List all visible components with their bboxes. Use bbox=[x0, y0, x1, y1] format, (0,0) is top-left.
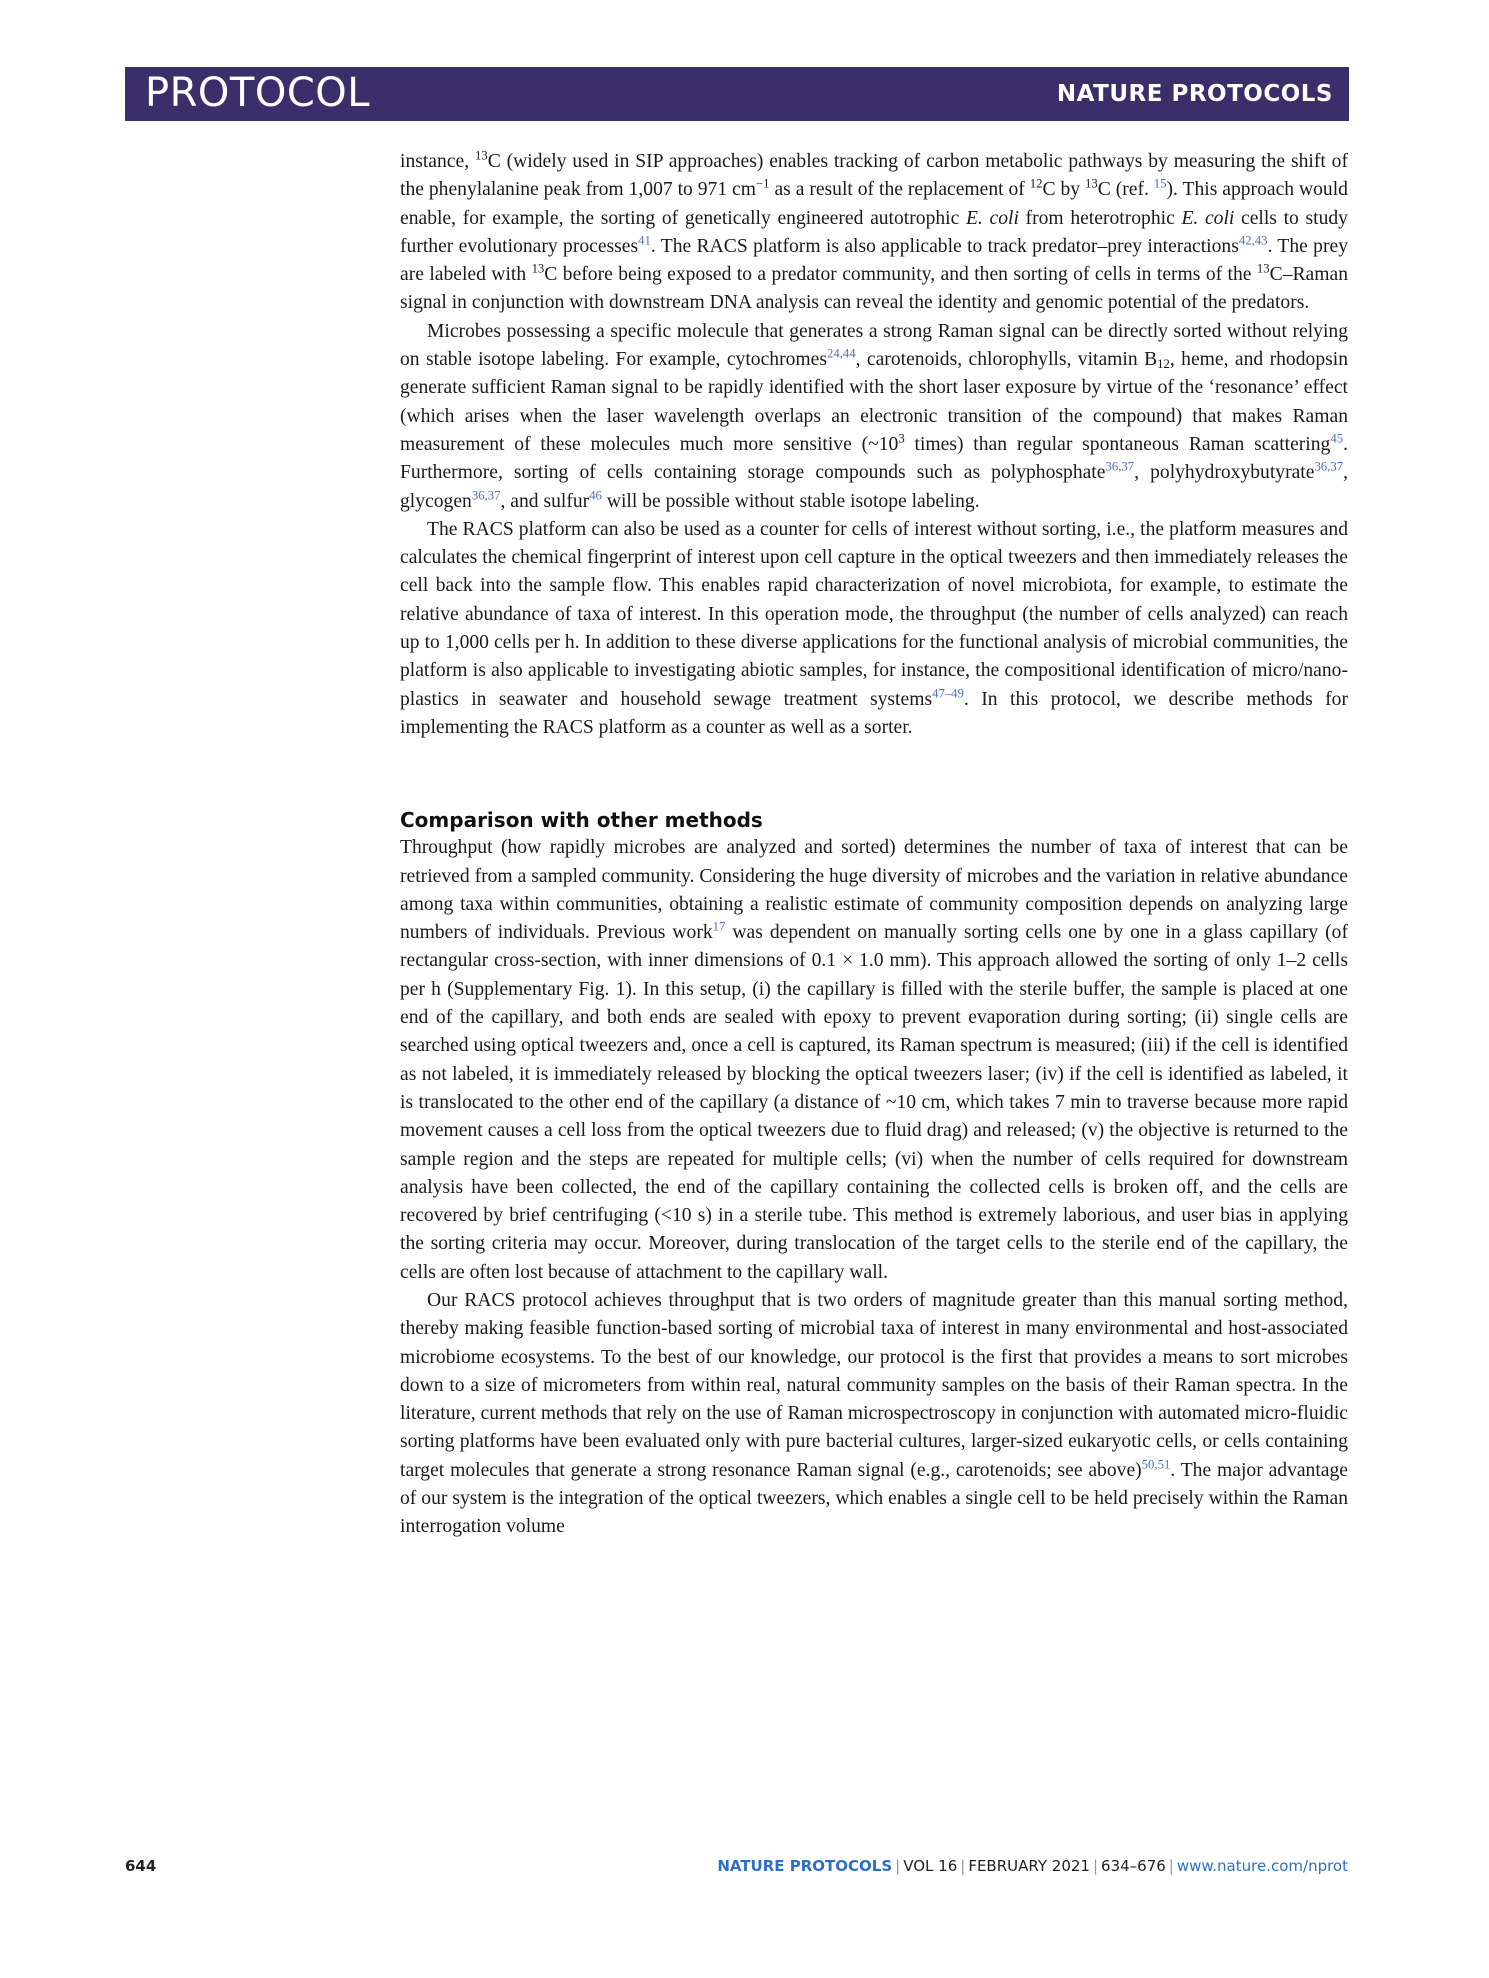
paragraph-3: The RACS platform can also be used as a counter for cells of interest without sorting, i.e., the platform measures and calculates the chemical fingerprint of interest upon cell capture in the optical tweezers and then immediately releases the cell back into the sample flow. This enables rapid characterization of novel microbiota, for example, to estimate the relative abundance of taxa of interest. In this operation mode, the throughput (the number of cells analyzed) can reach up to 1,000 cells per h. In addition to these diverse applications for the functional analysis of microbial communities, the platform is also applicable to investigating abiotic samples, for instance, the compositional identification of micro/nano-plastics in seawater and household sewage treatment systems$^{47-49}$. In this protocol, we describe methods for implementing the RACS platform as a counter as well as a sorter. bbox=[400, 518, 1348, 738]
footer-date: FEBRUARY 2021 bbox=[968, 1857, 1090, 1875]
citation-link[interactable]: 36,37 bbox=[1314, 459, 1344, 474]
footer-journal: NATURE PROTOCOLS bbox=[717, 1857, 893, 1875]
citation-link[interactable]: 24,44 bbox=[826, 346, 856, 361]
citation-link[interactable]: 42,43 bbox=[1238, 233, 1268, 248]
paragraph-4: Throughput (how rapidly microbes are analyzed and sorted) determines the number of taxa of interest that can be retrieved from a sampled community. Considering the huge diversity of microbes and the variation in relative abundance among taxa within communities, obtaining a realistic estimate of community composition depends on analyzing large numbers of individuals. Previous work$^{17}$ was dependent on manually sorting cells one by one in a glass capillary (of rectangular cross-section, with inner dimensions of 0.1 × 1.0 mm). This approach allowed the sorting of only 1–2 cells per h (Supplementary Fig. 1). In this setup, (i) the capillary is filled with the sterile buffer, the sample is placed at one end of the capillary, and both ends are sealed with epoxy to prevent evaporation during sorting; (ii) single cells are searched using optical tweezers and, once a cell is captured, its Raman spectrum is measured; (iii) if the cell is identified as not labeled, it is immediately released by blocking the optical tweezers laser; (iv) if the cell is identified as labeled, it is translocated to the other end of the capillary (a distance of ~10 cm, which takes 7 min to traverse because more rapid movement causes a cell loss from the optical tweezers due to fluid drag) and released; (v) the objective is returned to the sample region and the steps are repeated for multiple cells; (vi) when the number of cells required for downstream analysis have been collected, the end of the capillary containing the collected cells is broken off, and the cells are recovered by brief centrifuging (<10 s) in a sterile tube. This method is extremely laborious, and user bias in applying the sorting criteria may occur. Moreover, during translocation of the target cells to the sterile end of the capillary, the cells are often lost because of attachment to the capillary wall. bbox=[400, 837, 1348, 1283]
citation-link[interactable]: 15 bbox=[1153, 176, 1167, 191]
paragraph-5: Our RACS protocol achieves throughput that is two orders of magnitude greater than this manual sorting method, thereby making feasible function-based sorting of microbial taxa of interest in many environmental and host-associated microbiome ecosystems. To the best of our knowledge, our protocol is the first that provides a means to sort microbes down to a size of micrometers from within real, natural community samples on the basis of their Raman spectra. In the literature, current methods that rely on the use of Raman microspectroscopy in conjunction with automated micro-fluidic sorting platforms have been evaluated only with pure bacterial cultures, larger-sized eukaryotic cells, or cells containing target molecules that generate a strong resonance Raman signal (e.g., carotenoids; see above)$^{50,51}$. The major advantage of our system is the integration of the optical tweezers, which enables a single cell to be held precisely within the Raman interrogation volume bbox=[400, 1289, 1348, 1538]
footer-citation: NATURE PROTOCOLS | VOL 16 | FEBRUARY 2021 | 634–676 | www.nature.com/nprot bbox=[717, 1857, 1348, 1875]
section-label: PROTOCOL bbox=[145, 70, 371, 116]
footer-pages: 634–676 bbox=[1101, 1857, 1166, 1875]
citation-link[interactable]: 47–49 bbox=[932, 686, 964, 700]
citation-link[interactable]: 17 bbox=[712, 919, 726, 934]
citation-link[interactable]: 36,37 bbox=[1105, 459, 1135, 474]
paragraph-2: Microbes possessing a specific molecule that generates a strong Raman signal can be directly sorted without relying on stable isotope labeling. For example, cytochromes$^{24,44}$, carotenoids, chlorophylls, vitamin $B_{12}$, heme, and rhodopsin generate sufficient Raman signal to be rapidly identified with the short laser exposure by virtue of the ‘resonance’ effect (which arises when the laser wavelength overlaps an electronic transition of the compound) that makes Raman measurement of these molecules much more sensitive ($\sim 10^3$ times) than regular spontaneous Raman scattering$^{45}$. Furthermore, sorting of cells containing storage compounds such as polyphosphate$^{36,37}$, polyhydroxybutyrate$^{36,37}$, glycogen$^{36,37}$, and sulfur$^{46}$ will be possible without stable isotope labeling. bbox=[400, 320, 1348, 512]
citation-link[interactable]: 50,51 bbox=[1141, 1457, 1171, 1472]
journal-url-link[interactable]: www.nature.com/nprot bbox=[1176, 1857, 1348, 1875]
paragraph-1: instance, $^{13}$C (widely used in SIP approaches) enables tracking of carbon metabolic pathways by measuring the shift of the phenylalanine peak from 1,007 to 971 $cm^{-1}$ as a result of the replacement of $^{12}$C by $^{13}$C (ref. $^{15}$). This approach would enable, for example, the sorting of genetically engineered autotrophic E. coli from heterotrophic E. coli cells to study further evolutionary processes$^{41}$. The RACS platform is also applicable to track predator–prey interactions$^{42,43}$. The prey are labeled with $^{13}$C before being exposed to a predator community, and then sorting of cells in terms of the $^{13}$C–Raman signal in conjunction with downstream DNA analysis can reveal the identity and genomic potential of the predators. bbox=[400, 148, 1348, 314]
article-body bbox=[400, 148, 1348, 1542]
citation-link[interactable]: 45 bbox=[1330, 431, 1344, 446]
citation-link[interactable]: 36,37 bbox=[471, 487, 501, 502]
citation-link[interactable]: 41 bbox=[638, 233, 651, 248]
journal-label: NATURE PROTOCOLS bbox=[1056, 81, 1333, 107]
footer-volume: VOL 16 bbox=[903, 1857, 958, 1875]
citation-link[interactable]: 46 bbox=[589, 487, 602, 502]
header-bar bbox=[125, 67, 1349, 121]
section-heading: Comparison with other methods bbox=[400, 808, 763, 833]
page-number: 644 bbox=[125, 1857, 157, 1875]
